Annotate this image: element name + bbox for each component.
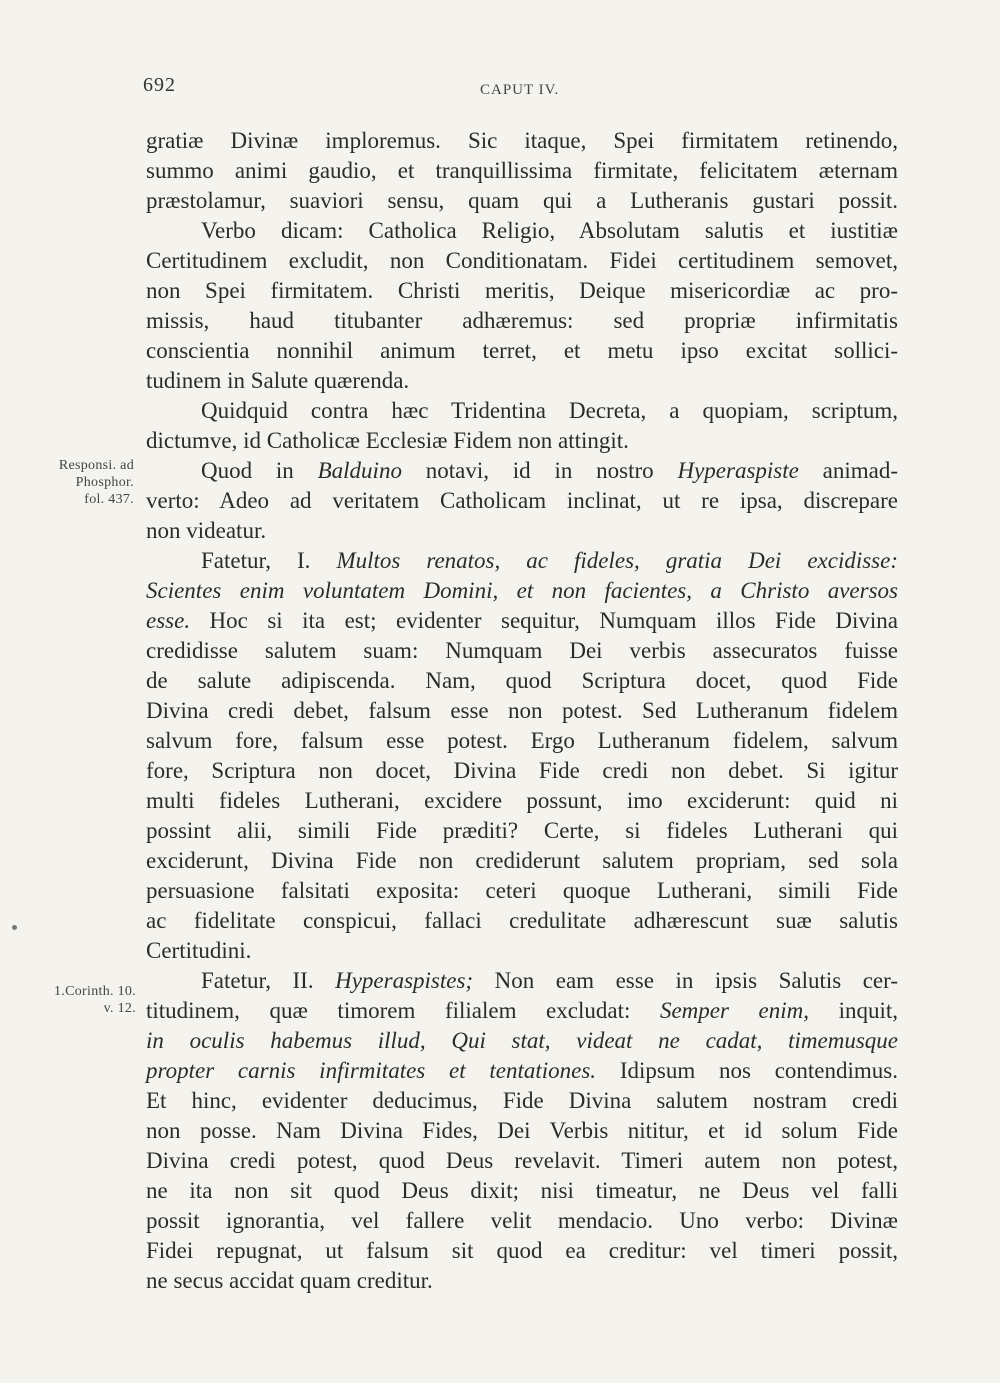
paragraph-first-line: [146, 966, 898, 996]
text-line: [146, 1056, 898, 1086]
text-line: exciderunt, Divina Fide non crediderunt salutem propriam, sed sola: [146, 848, 898, 873]
text-line: Divina credi potest, quod Deus revelavit. Timeri autem non potest,: [146, 1148, 898, 1173]
text-line: conscientia nonnihil animum terret, et metu ipso excitat sollici-: [146, 338, 898, 363]
italic-run: Scientes enim voluntatem Domini, et non facientes, a Christo aversos: [146, 578, 898, 603]
margin-note-corinth: [8, 983, 136, 1017]
text-line: non Spei firmitatem. Christi meritis, Deique misericordiæ ac pro-: [146, 278, 898, 303]
text-line: fore, Scriptura non docet, Divina Fide credi non debet. Si igitur: [146, 758, 898, 783]
text-run: Non eam esse in ipsis Salutis cer-: [473, 968, 899, 993]
italic-run: Semper enim,: [659, 998, 809, 1023]
italic-run: propter carnis infirmitates et tentationes.: [146, 1058, 597, 1083]
text-line: [146, 606, 898, 636]
italic-run: Hyperaspistes;: [335, 968, 474, 993]
margin-note-line: 1.Corinth. 10.: [54, 984, 136, 999]
text-run: Hoc si ita est; evidenter sequitur, Numquam illos Fide Divina: [190, 608, 898, 633]
text-line: dictumve, id Catholicæ Ecclesiæ Fidem non attingit.: [146, 428, 629, 453]
text-line: missis, haud titubanter adhæremus: sed propriæ infirmitatis: [146, 308, 898, 333]
running-head: CAPUT IV.: [480, 82, 560, 98]
text-run: titudinem, quæ timorem filialem excludat:: [146, 998, 660, 1023]
text-line: præstolamur, suaviori sensu, quam qui a Lutheranis gustari possit.: [146, 188, 898, 213]
italic-run: in oculis habemus illud, Qui stat, videat ne cadat, timemusque: [146, 1028, 898, 1053]
italic-run: Balduino: [317, 458, 402, 483]
paragraph-first-line: Quidquid contra hæc Tridentina Decreta, a quopiam, scriptum,: [201, 398, 898, 423]
margin-note-line: Phosphor.: [75, 475, 134, 490]
text-line: multi fideles Lutherani, excidere possunt, imo exciderunt: quid ni: [146, 788, 898, 813]
text-run: Fatetur, II.: [201, 968, 336, 993]
ink-speck: [12, 925, 17, 930]
margin-note-line: fol. 437.: [84, 492, 134, 507]
text-line: Divina credi debet, falsum esse non potest. Sed Lutheranum fidelem: [146, 698, 898, 723]
text-line: [146, 996, 898, 1026]
text-line: summo animi gaudio, et tranquillissima firmitate, felicitatem æternam: [146, 158, 898, 183]
text-run: animad-: [798, 458, 898, 483]
italic-run: Hyperaspiste: [677, 458, 799, 483]
italic-run: Multos renatos, ac fideles, gratia Dei excidisse:: [336, 548, 898, 573]
margin-note-line: v. 12.: [103, 1001, 136, 1016]
text-line: Et hinc, evidenter deducimus, Fide Divina salutem nostram credi: [146, 1088, 898, 1113]
page-number: 692: [143, 74, 176, 96]
body-text: [146, 126, 898, 1296]
text-line: non posse. Nam Divina Fides, Dei Verbis nititur, et id solum Fide: [146, 1118, 898, 1143]
margin-note-responsio: [14, 457, 134, 508]
text-line: Certitudini.: [146, 938, 252, 963]
paragraph-first-line: Verbo dicam: Catholica Religio, Absolutam salutis et iustitiæ: [201, 218, 898, 243]
text-run: Idipsum nos contendimus.: [596, 1058, 898, 1083]
text-line: [146, 1026, 898, 1056]
text-line: ne secus accidat quam creditur.: [146, 1268, 433, 1293]
text-line: de salute adipiscenda. Nam, quod Scriptura docet, quod Fide: [146, 668, 898, 693]
text-line: verto: Adeo ad veritatem Catholicam inclinat, ut re ipsa, discrepare: [146, 488, 898, 513]
text-line: persuasione falsitati exposita: ceteri quoque Lutherani, simili Fide: [146, 878, 898, 903]
text-line: gratiæ Divinæ imploremus. Sic itaque, Spei firmitatem retinendo,: [146, 128, 898, 153]
text-line: ac fidelitate conspicui, fallaci credulitate adhærescunt suæ salutis: [146, 908, 898, 933]
text-line: Fidei repugnat, ut falsum sit quod ea creditur: vel timeri possit,: [146, 1238, 898, 1263]
text-line: [146, 576, 898, 606]
paragraph-first-line: [146, 546, 898, 576]
text-run: Quod in: [201, 458, 318, 483]
text-line: salvum fore, falsum esse potest. Ergo Lutheranum fidelem, salvum: [146, 728, 898, 753]
text-line: tudinem in Salute quærenda.: [146, 368, 410, 393]
text-run: notavi, id in nostro: [401, 458, 678, 483]
text-run: Fatetur, I.: [201, 548, 337, 573]
paragraph-first-line: [146, 456, 898, 486]
text-line: possint alii, simili Fide præditi? Certe, si fideles Lutherani qui: [146, 818, 898, 843]
text-line: Certitudinem excludit, non Conditionatam. Fidei certitudinem semovet,: [146, 248, 898, 273]
text-line: credidisse salutem suam: Numquam Dei verbis assecuratos fuisse: [146, 638, 898, 663]
text-line: non videatur.: [146, 518, 267, 543]
text-run: inquit,: [808, 998, 898, 1023]
text-line: ne ita non sit quod Deus dixit; nisi timeatur, ne Deus vel falli: [146, 1178, 898, 1203]
italic-run: esse.: [146, 608, 191, 633]
margin-note-line: Responsi. ad: [58, 458, 134, 473]
text-line: possit ignorantia, vel fallere velit mendacio. Uno verbo: Divinæ: [146, 1208, 898, 1233]
